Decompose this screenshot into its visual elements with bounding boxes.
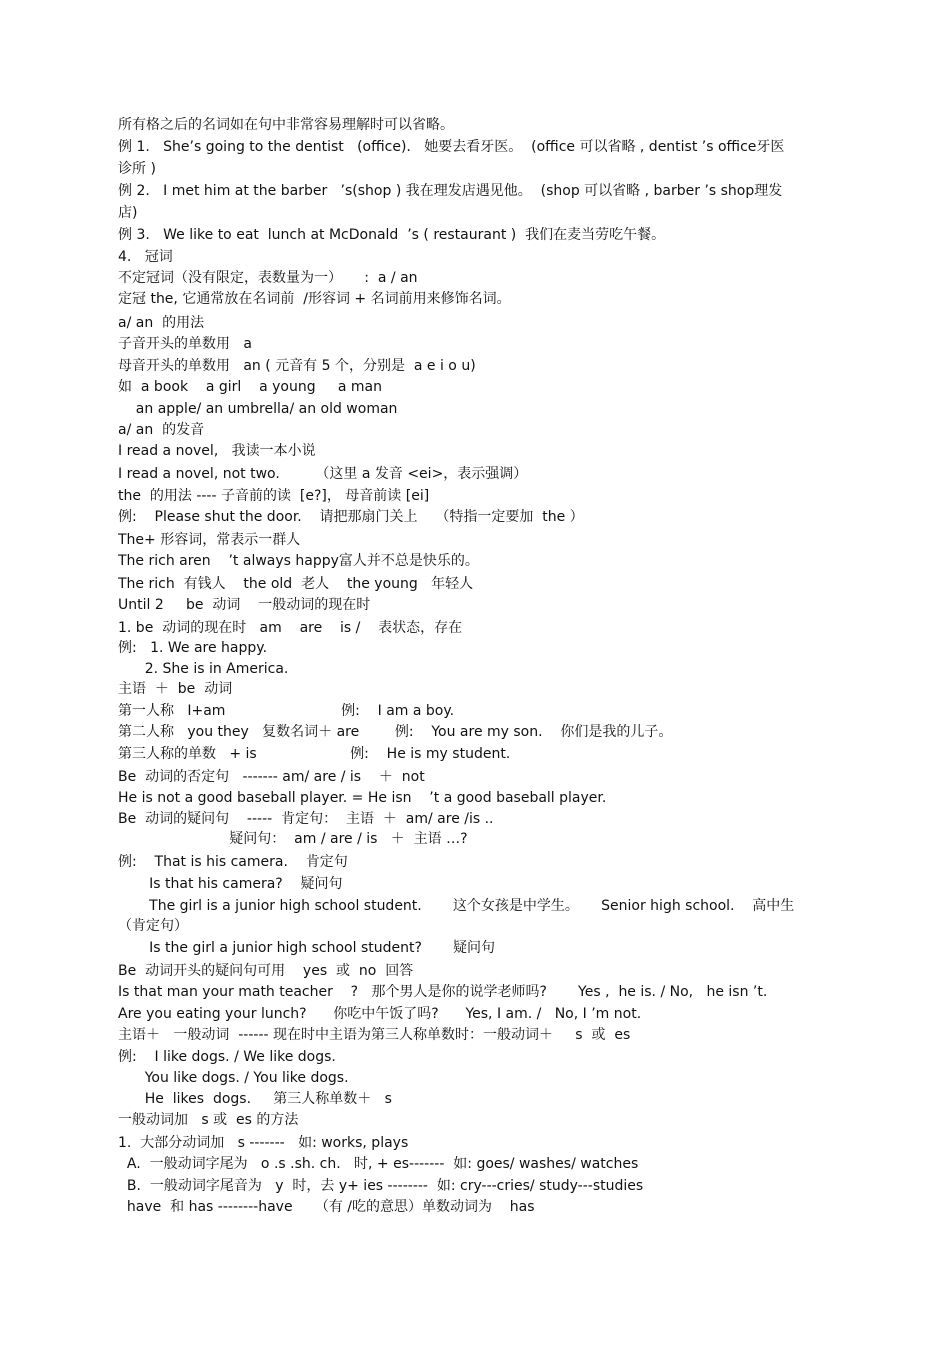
text-line: Is that his camera? 疑问句 (118, 876, 343, 892)
text-line: an apple/ an umbrella/ an old woman (118, 401, 398, 417)
text-line: 母音开头的单数用 an ( 元音有 5 个，分别是 a e i o u) (118, 358, 476, 374)
text-line: （肯定句） (118, 918, 188, 934)
text-line: I read a novel, 我读一本小说 (118, 443, 316, 459)
text-line: 例: I like dogs. / We like dogs. (118, 1049, 336, 1065)
section-heading: Until 2 be 动词 一般动词的现在时 (118, 597, 371, 613)
text-line: 例: Please shut the door. 请把那扇门关上 （特指一定要加 the ） (118, 509, 584, 525)
text-line: 主语＋ 一般动词 ------ 现在时中主语为第三人称单数时：一般动词＋ s 或 es (118, 1027, 631, 1043)
text-line: 例 3. We like to eat lunch at McDonald ’s ( restaurant ) 我们在麦当劳吃午餐。 (118, 227, 666, 243)
text-line: 诊所 ) (118, 161, 156, 177)
text-line: 主语 ＋ be 动词 (118, 681, 233, 697)
text-line: The rich 有钱人 the old 老人 the young 年轻人 (118, 576, 474, 592)
text-line: 1. be 动词的现在时 am are is / 表状态，存在 (118, 620, 463, 636)
section-heading: 4. 冠词 (118, 249, 173, 265)
text-line: He likes dogs. 第三人称单数＋ s (118, 1091, 392, 1107)
text-line: 店) (118, 205, 138, 221)
text-line: have 和 has --------have （有 /吃的意思）单数动词为 has (118, 1199, 535, 1215)
text-line: 第二人称 you they 复数名词＋ are 例: You are my son. 你们是我的儿子。 (118, 724, 673, 740)
text-line: I read a novel, not two. （这里 a 发音 <ei>，表示强调） (118, 466, 528, 482)
text-line: A. 一般动词字尾为 o .s .sh. ch. 时, + es------- 如: goes/ washes/ watches (118, 1156, 639, 1172)
text-line: 例 2. I met him at the barber ’s(shop ) 我在理发店遇见他。 (shop 可以省略 , barber ’s shop理发 (118, 183, 783, 199)
text-line: 如 a book a girl a young a man (118, 379, 382, 395)
text-line: the 的用法 ---- 子音前的读 [e?]， 母音前读 [ei] (118, 488, 430, 504)
text-line: The+ 形容词，常表示一群人 (118, 532, 301, 548)
text-line: You like dogs. / You like dogs. (118, 1070, 349, 1086)
text-line: 第三人称的单数 + is 例: He is my student. (118, 746, 511, 762)
text-line: 子音开头的单数用 a (118, 336, 252, 352)
text-line: 定冠 the, 它通常放在名词前 /形容词 + 名词前用来修饰名词。 (118, 291, 511, 307)
text-line: 例 1. She’s going to the dentist (office). 她要去看牙医。 (office 可以省略 , dentist ’s office牙医 (118, 139, 785, 155)
text-line: 第一人称 I+am 例: I am a boy. (118, 703, 455, 719)
text-line: The rich aren ’t always happy富人并不总是快乐的。 (118, 553, 479, 569)
text-line: 所有格之后的名词如在句中非常容易理解时可以省略。 (118, 117, 454, 133)
text-line: 例: That is his camera. 肯定句 (118, 854, 348, 870)
text-line: Be 动词的疑问句 ----- 肯定句： 主语 ＋ am/ are /is .. (118, 811, 494, 827)
text-line: a/ an 的用法 (118, 315, 205, 331)
text-line: 例: 1. We are happy. (118, 640, 268, 656)
text-line: 1. 大部分动词加 s ------- 如: works, plays (118, 1135, 409, 1151)
text-line: Are you eating your lunch? 你吃中午饭了吗? Yes, I am. / No, I ’m not. (118, 1006, 642, 1022)
text-line: The girl is a junior high school student. 这个女孩是中学生。 Senior high school. 高中生 (118, 898, 795, 914)
text-line: B. 一般动词字尾音为 y 时，去 y+ ies -------- 如: cry---cries/ study---studies (118, 1178, 644, 1194)
text-line: a/ an 的发音 (118, 422, 205, 438)
text-line: Be 动词的否定句 ------- am/ are / is ＋ not (118, 769, 425, 785)
text-line: 不定冠词（没有限定，表数量为一） : a / an (118, 270, 418, 286)
text-line: He is not a good baseball player. = He isn ’t a good baseball player. (118, 790, 607, 806)
text-line: 2. She is in America. (118, 661, 289, 677)
text-line: Is the girl a junior high school student? 疑问句 (118, 940, 496, 956)
text-line: 一般动词加 s 或 es 的方法 (118, 1112, 299, 1128)
text-line: Be 动词开头的疑问句可用 yes 或 no 回答 (118, 963, 414, 979)
text-line: Is that man your math teacher ? 那个男人是你的说学老师吗? Yes , he is. / No, he isn ’t. (118, 984, 768, 1000)
text-line: 疑问句： am / are / is ＋ 主语 …? (118, 831, 468, 847)
